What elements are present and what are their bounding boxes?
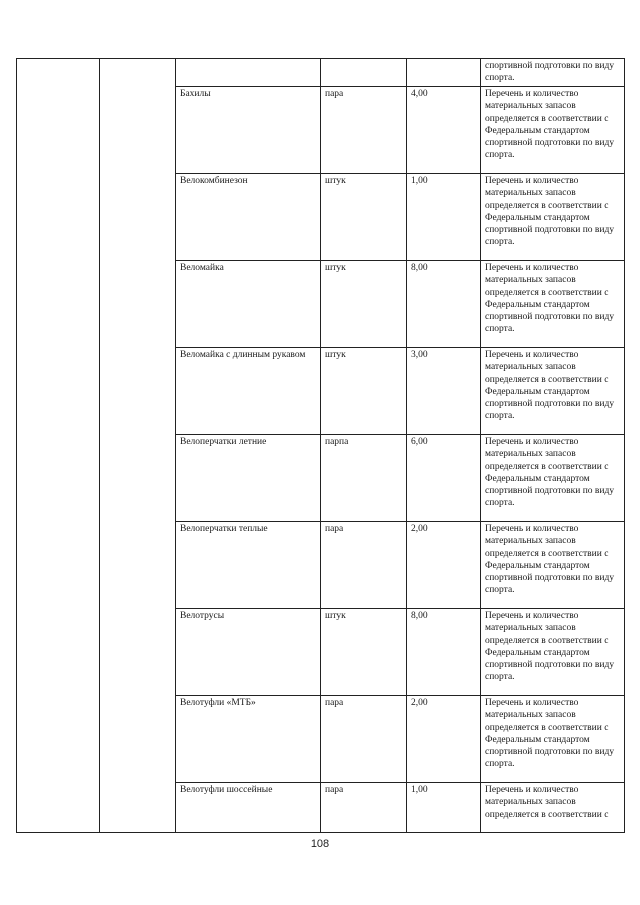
item-name: Велотрусы bbox=[176, 609, 321, 696]
item-note: Перечень и количество материальных запасов определяется в соответствии с Федеральным стандартом спортивной подготовки по виду спорта. bbox=[481, 174, 625, 261]
item-qty: 4,00 bbox=[407, 87, 481, 174]
item-note: Перечень и количество материальных запасов определяется в соответствии с Федеральным стандартом спортивной подготовки по виду спорта. bbox=[481, 87, 625, 174]
item-note: Перечень и количество материальных запасов определяется в соответствии с Федеральным стандартом спортивной подготовки по виду спорта. bbox=[481, 348, 625, 435]
item-qty: 1,00 bbox=[407, 783, 481, 833]
item-qty: 3,00 bbox=[407, 348, 481, 435]
item-note: Перечень и количество материальных запасов определяется в соответствии с bbox=[481, 783, 625, 833]
item-name: Велотуфли «МТБ» bbox=[176, 696, 321, 783]
item-unit: пара bbox=[321, 783, 407, 833]
item-name: Веломайка bbox=[176, 261, 321, 348]
item-note: Перечень и количество материальных запасов определяется в соответствии с Федеральным стандартом спортивной подготовки по виду спорта. bbox=[481, 522, 625, 609]
item-name: Велокомбинезон bbox=[176, 174, 321, 261]
merged-cell-col1 bbox=[17, 59, 100, 833]
item-note: Перечень и количество материальных запасов определяется в соответствии с Федеральным стандартом спортивной подготовки по виду спорта. bbox=[481, 696, 625, 783]
merged-cell-col2 bbox=[100, 59, 176, 833]
item-note: спортивной подготовки по виду спорта. bbox=[481, 59, 625, 87]
item-unit: штук bbox=[321, 348, 407, 435]
item-qty bbox=[407, 59, 481, 87]
page-number: 108 bbox=[310, 838, 330, 850]
item-qty: 6,00 bbox=[407, 435, 481, 522]
item-qty: 2,00 bbox=[407, 696, 481, 783]
item-unit: пара bbox=[321, 522, 407, 609]
item-unit: парпа bbox=[321, 435, 407, 522]
item-unit: пара bbox=[321, 696, 407, 783]
item-name bbox=[176, 59, 321, 87]
item-unit: пара bbox=[321, 87, 407, 174]
item-unit: штук bbox=[321, 174, 407, 261]
item-note: Перечень и количество материальных запасов определяется в соответствии с Федеральным стандартом спортивной подготовки по виду спорта. bbox=[481, 435, 625, 522]
item-qty: 8,00 bbox=[407, 609, 481, 696]
item-note: Перечень и количество материальных запасов определяется в соответствии с Федеральным стандартом спортивной подготовки по виду спорта. bbox=[481, 609, 625, 696]
item-qty: 8,00 bbox=[407, 261, 481, 348]
item-name: Велотуфли шоссейные bbox=[176, 783, 321, 833]
item-name: Велоперчатки теплые bbox=[176, 522, 321, 609]
item-name: Веломайка с длинным рукавом bbox=[176, 348, 321, 435]
item-name: Велоперчатки летние bbox=[176, 435, 321, 522]
item-qty: 2,00 bbox=[407, 522, 481, 609]
item-unit bbox=[321, 59, 407, 87]
item-name: Бахилы bbox=[176, 87, 321, 174]
item-unit: штук bbox=[321, 261, 407, 348]
materials-table bbox=[16, 58, 625, 833]
table-body bbox=[17, 59, 625, 833]
item-qty: 1,00 bbox=[407, 174, 481, 261]
item-unit: штук bbox=[321, 609, 407, 696]
item-note: Перечень и количество материальных запасов определяется в соответствии с Федеральным стандартом спортивной подготовки по виду спорта. bbox=[481, 261, 625, 348]
table-row bbox=[17, 59, 625, 87]
